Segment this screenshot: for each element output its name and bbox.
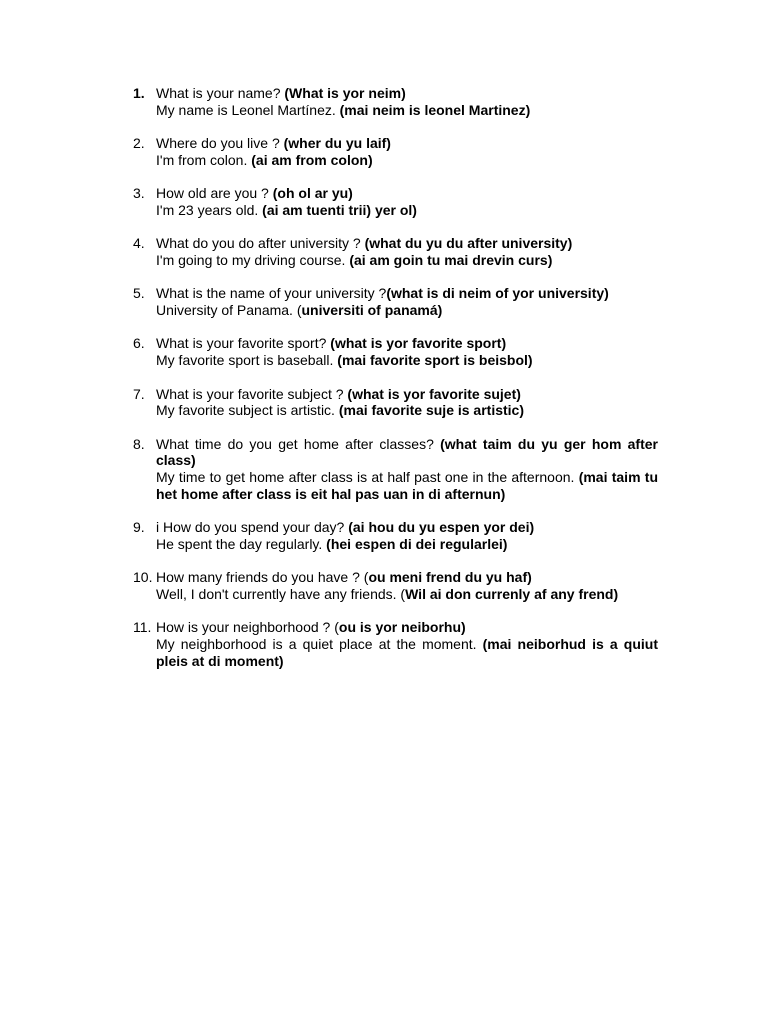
list-item: [133, 85, 658, 118]
question-text: How is your neighborhood ? (: [156, 619, 339, 636]
list-item: [133, 285, 658, 318]
list-item: [133, 436, 658, 503]
question-pronunciation: ou is yor neiborhu): [338, 619, 466, 636]
answer-text: My favorite subject is artistic.: [156, 402, 339, 419]
answer-text: University of Panama. (: [156, 302, 302, 319]
question: [156, 436, 658, 469]
answer-text: I'm 23 years old.: [156, 201, 263, 218]
list-item: [133, 569, 658, 602]
question-text: What time do you get home after classes?: [156, 435, 441, 452]
item-number: 10.: [133, 569, 153, 586]
answer-text: My neighborhood is a quiet place at the moment.: [156, 636, 483, 653]
answer-pronunciation: (ai am from colon): [251, 151, 373, 168]
item-number: 4.: [133, 235, 145, 252]
item-number: 3.: [133, 185, 145, 202]
qa-list: [133, 85, 658, 686]
question-text: What is your favorite sport?: [156, 335, 331, 352]
answer-text: I'm from colon.: [156, 151, 252, 168]
question-text: Where do you live ?: [156, 135, 284, 152]
question-pronunciation: (what is yor favorite sujet): [347, 385, 521, 402]
answer-pronunciation: (hei espen di dei regularlei): [326, 535, 508, 552]
question-pronunciation: ou meni frend du yu haf): [368, 569, 532, 586]
answer: [156, 536, 658, 553]
answer-pronunciation: Wil ai don currenly af any frend): [405, 585, 619, 602]
answer: [156, 636, 658, 669]
question-text: What is your name?: [156, 85, 285, 101]
question-pronunciation: (what is di neim of yor university): [386, 285, 609, 302]
question: [156, 569, 658, 586]
answer-text: My favorite sport is baseball.: [156, 352, 338, 369]
answer: [156, 252, 658, 269]
item-number: 2.: [133, 135, 145, 152]
answer: [156, 102, 658, 119]
list-item: [133, 386, 658, 419]
list-item: [133, 519, 658, 552]
list-item: [133, 185, 658, 218]
question-text: What do you do after university ?: [156, 235, 365, 252]
question-pronunciation: (what is yor favorite sport): [330, 335, 507, 352]
answer-pronunciation: universiti of panamá): [301, 302, 443, 319]
answer-pronunciation: (ai am goin tu mai drevin curs): [349, 251, 553, 268]
item-number: 11.: [133, 619, 152, 636]
question: [156, 335, 658, 352]
question-pronunciation: (wher du yu laif): [283, 135, 391, 152]
answer-pronunciation: (mai neim is leonel Martinez): [339, 101, 531, 118]
answer: [156, 152, 658, 169]
answer-text: He spent the day regularly.: [156, 535, 327, 552]
answer: [156, 302, 658, 319]
question-text: How old are you ?: [156, 185, 273, 202]
item-number: 7.: [133, 385, 145, 402]
answer-text: Well, I don't currently have any friends. (: [156, 585, 406, 602]
question-text: What is the name of your university ?: [156, 285, 387, 302]
answer-text: My name is Leonel Martínez.: [156, 101, 340, 118]
answer: [156, 352, 658, 369]
question: [156, 285, 658, 302]
answer-pronunciation: (mai favorite suje is artistic): [338, 402, 525, 419]
item-number: 8.: [133, 435, 145, 452]
question: [156, 519, 658, 536]
question-pronunciation: (What is yor neim): [284, 85, 406, 101]
answer-pronunciation: (ai am tuenti trii) yer ol): [262, 201, 417, 218]
question-pronunciation: (oh ol ar yu): [272, 185, 353, 202]
answer-pronunciation: (mai favorite sport is beisbol): [337, 352, 533, 369]
question: [156, 619, 658, 636]
list-item: [133, 235, 658, 268]
question: [156, 135, 658, 152]
list-item: [133, 135, 658, 168]
question: [156, 386, 658, 403]
question: [156, 185, 658, 202]
question-text: i How do you spend your day?: [156, 519, 349, 536]
question-text: How many friends do you have ? (: [156, 569, 369, 586]
answer: [156, 202, 658, 219]
question: [156, 235, 658, 252]
item-number: 9.: [133, 519, 145, 536]
answer-pronunciation: (mai neiborhud is a quiut pleis at di moment): [156, 636, 658, 669]
question-pronunciation: (ai hou du yu espen yor dei): [348, 519, 535, 536]
answer: [156, 402, 658, 419]
list-item: [133, 335, 658, 368]
question-pronunciation: (what du yu du after university): [364, 235, 573, 252]
list-item: [133, 619, 658, 669]
item-number: 1.: [133, 85, 145, 101]
answer-pronunciation: (mai taim tu het home after class is eit hal pas uan in di afternun): [156, 469, 658, 502]
question-pronunciation: (what taim du yu ger hom after class): [156, 435, 658, 469]
question-text: What is your favorite subject ?: [156, 385, 348, 402]
answer-text: I'm going to my driving course.: [156, 251, 350, 268]
answer-text: My time to get home after class is at half past one in the afternoon.: [156, 469, 579, 486]
item-number: 5.: [133, 285, 145, 302]
item-number: 6.: [133, 335, 145, 352]
answer: [156, 469, 658, 502]
question: [156, 85, 658, 102]
answer: [156, 586, 658, 603]
